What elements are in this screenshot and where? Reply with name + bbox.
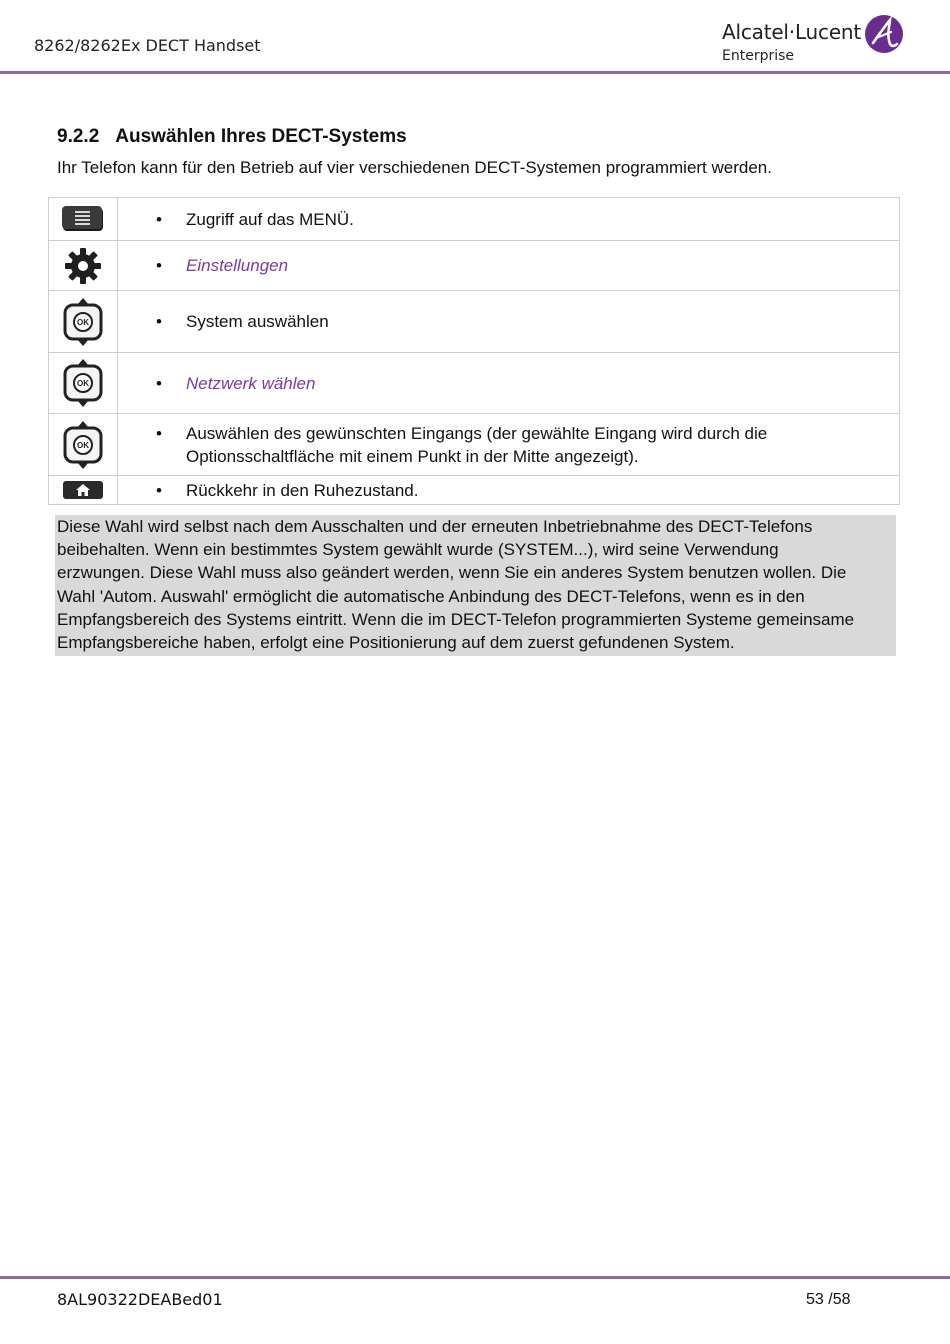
section-heading-text: Auswählen Ihres DECT-Systems	[115, 126, 407, 147]
note-line: beibehalten. Wenn ein bestimmtes System gewählt wurde (SYSTEM...), wird seine Verwendung	[57, 540, 779, 560]
steps-table	[48, 197, 900, 505]
step-text: Einstellungen	[186, 256, 289, 275]
footer-divider	[0, 1276, 950, 1279]
step-icon-cell	[49, 241, 118, 291]
home-key-icon	[62, 480, 104, 500]
note-line: erzwungen. Diese Wahl muss also geändert werden, wenn Sie ein anderes System benutzen wollen. Die	[57, 563, 847, 583]
note-line: Empfangsbereich des Systems eintritt. Wenn die im DECT-Telefon programmierten Systeme gemeinsame	[57, 609, 855, 629]
section-heading	[57, 126, 407, 148]
document-header-title: 8262/8262Ex DECT Handset	[34, 36, 261, 55]
gear-icon	[64, 247, 102, 285]
step-text-cell: • Rückkehr in den Ruhezustand.	[118, 476, 900, 505]
step-text: Rückkehr in den Ruhezustand.	[186, 480, 419, 500]
note-line: Empfangsbereiche haben, erfolgt eine Positionierung auf dem zuerst gefundenen System.	[57, 633, 735, 653]
step-text-cell: • Netzwerk wählen	[118, 353, 900, 414]
note-line: Wahl 'Autom. Auswahl' ermöglicht die automatische Anbindung des DECT-Telefons, wenn es in den	[57, 586, 805, 606]
logo-brand-text: Alcatel·Lucent	[722, 20, 862, 44]
ok-label: OK	[77, 440, 89, 450]
footer-page-number: 53 /58	[806, 1291, 851, 1308]
header-divider	[0, 71, 950, 74]
table-row	[49, 291, 900, 353]
step-text: Netzwerk wählen	[186, 373, 316, 393]
table-row	[49, 353, 900, 414]
step-text: System auswählen	[186, 312, 329, 331]
step-text	[186, 422, 767, 468]
note-line: Diese Wahl wird selbst nach dem Ausschalten und der erneuten Inbetriebnahme des DECT-Telefons	[57, 517, 813, 536]
navigator-ok-icon	[61, 358, 105, 408]
step-text: Zugriff auf das MENÜ.	[186, 209, 354, 229]
logo-mark-icon	[864, 14, 904, 54]
step-icon-cell	[49, 198, 118, 241]
alcatel-lucent-logo	[720, 14, 910, 66]
step-text-line: Auswählen des gewünschten Eingangs (der gewählte Eingang wird durch die	[186, 423, 768, 443]
table-row	[49, 241, 900, 291]
step-icon-cell	[49, 414, 118, 476]
menu-key-icon	[61, 205, 105, 233]
step-icon-cell	[49, 353, 118, 414]
ok-label: OK	[77, 379, 89, 388]
table-row	[49, 414, 900, 476]
navigator-ok-icon	[61, 420, 105, 470]
step-text-cell: • Auswählen des gewünschten Eingangs (der gewählte Eingang wird durch die Optionsschaltfläche mit einem Punkt in der Mitte angezeigt).	[118, 414, 900, 476]
section-intro: Ihr Telefon kann für den Betrieb auf vier verschiedenen DECT-Systemen programmiert werden.	[57, 158, 772, 177]
logo-sub-text: Enterprise	[722, 48, 795, 64]
step-icon-cell	[49, 291, 118, 353]
table-row	[49, 198, 900, 241]
navigator-ok-icon	[61, 297, 105, 347]
ok-label: OK	[77, 317, 89, 327]
note-box	[55, 515, 896, 656]
step-text-cell: • Zugriff auf das MENÜ.	[118, 198, 900, 241]
step-text-line: Optionsschaltfläche mit einem Punkt in der Mitte angezeigt).	[186, 446, 639, 466]
table-row	[49, 476, 900, 505]
section-number: 9.2.2	[57, 126, 100, 147]
footer-doc-code: 8AL90322DEABed01	[57, 1290, 223, 1309]
step-text-cell: • System auswählen	[118, 291, 900, 353]
step-icon-cell	[49, 476, 118, 505]
step-text-cell: • Einstellungen	[118, 241, 900, 291]
